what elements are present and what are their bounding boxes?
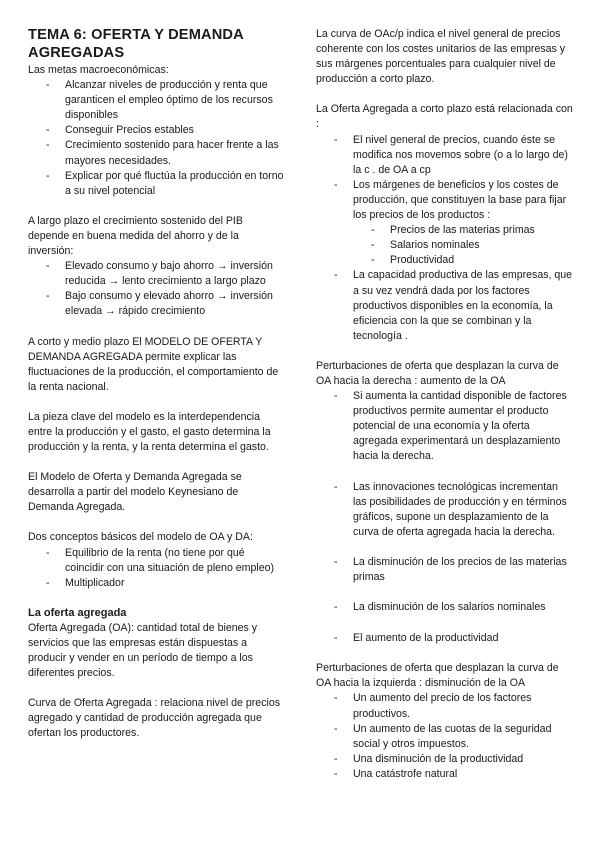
costes-list <box>353 223 574 268</box>
paragraph-oa-corto-plazo: La Oferta Agregada a corto plazo está relacionada con : <box>316 103 573 131</box>
paragraph-largo-plazo: A largo plazo el crecimiento sostenido del PIB depende en buena medida del ahorro y de la inversión: <box>28 214 243 258</box>
paragraph-corto-plazo: A corto y medio plazo El MODELO DE OFERTA Y DEMANDA AGREGADA permite explicar las fluctuaciones de la producción, el comportamiento de la renta nacional. <box>28 335 279 393</box>
list-item: - Alcanzar niveles de producción y renta que garanticen el empleo óptimo de los recursos disponibles <box>28 78 284 123</box>
list-item: - Salarios nominales <box>353 238 574 253</box>
list-item: - Las innovaciones tecnológicas incrementan las posibilidades de producción y en términos gráficos, supone un desplazamiento de la curva de oferta agregada hacia la derecha. <box>316 480 574 540</box>
list-item: - Explicar por qué fluctúa la producción en torno a su nivel potencial <box>28 169 284 199</box>
list-item: - La disminución de los salarios nominales <box>316 600 574 615</box>
right-column <box>316 27 574 782</box>
list-item: - Precios de las materias primas <box>353 223 574 238</box>
relacion-list <box>316 133 574 344</box>
paragraph-pieza-clave: La pieza clave del modelo es la interdependencia entre la producción y el gasto, el gasto determina la producción y la renta, y la renta determina el gasto. <box>28 410 271 454</box>
list-item-text: Los márgenes de beneficios y los costes de producción, que constituyen la base para fijar los precios de los productos : <box>353 178 567 222</box>
conceptos-list <box>28 546 284 591</box>
paragraph-oa-definicion: Oferta Agregada (OA): cantidad total de bienes y servicios que las empresas están dispuestas a producir y vender en un período de tiempo a los diferentes precios. <box>28 621 258 680</box>
list-item: - Una catástrofe natural <box>316 767 574 782</box>
list-item: - Productividad <box>353 253 574 268</box>
list-item: - Equilibrio de la renta (no tiene por qué coincidir con una situación de pleno empleo) <box>28 546 284 576</box>
list-item: - Si aumenta la cantidad disponible de factores productivos permite aumentar el producto potencial de una economía y la oferta agregada experimentará un desplazamiento hacia la derecha. <box>316 389 574 464</box>
list-item: - Una disminución de la productividad <box>316 752 574 767</box>
section-heading-oferta-agregada: La oferta agregada <box>28 606 127 619</box>
paragraph-conceptos: Dos conceptos básicos del modelo de OA y DA: <box>28 531 253 544</box>
list-item <box>316 178 574 269</box>
list-item: - Conseguir Precios estables <box>28 123 284 138</box>
list-item: - Bajo consumo y elevado ahorro → inversión elevada → rápido crecimiento <box>28 289 284 319</box>
izquierda-list <box>316 691 574 782</box>
list-item: - Un aumento de las cuotas de la seguridad social y otros impuestos. <box>316 722 574 752</box>
paragraph-curva-oacp: La curva de OAc/p indica el nivel general de precios coherente con los costes unitarios de las empresas y sus márgenes porcentuales para cualquier nivel de producción a corto plazo. <box>316 28 566 86</box>
consumo-list <box>28 259 284 319</box>
list-item: - Elevado consumo y bajo ahorro → inversión reducida → lento crecimiento a largo plazo <box>28 259 284 289</box>
list-item: - La capacidad productiva de las empresas, que a su vez vendrá dada por los factores productivos disponibles en la economía, la eficiencia con la que se combinan y la tecnología . <box>316 268 574 343</box>
list-item: - Multiplicador <box>28 576 284 591</box>
list-item: - El nivel general de precios, cuando éste se modifica nos movemos sobre (o a lo largo de) la c . de OA a cp <box>316 133 574 178</box>
paragraph-curva-oa: Curva de Oferta Agregada : relaciona nivel de precios agregado y cantidad de producción agregada que ofertan los productores. <box>28 697 281 740</box>
list-item: - El aumento de la productividad <box>316 631 574 646</box>
paragraph-perturbaciones-derecha: Perturbaciones de oferta que desplazan la curva de OA hacia la derecha : aumento de la OA <box>316 359 559 387</box>
paragraph-keynesiano: El Modelo de Oferta y Demanda Agregada se desarrolla a partir del modelo Keynesiano de Demanda Agregada. <box>28 471 242 514</box>
list-item: - Un aumento del precio de los factores productivos. <box>316 691 574 721</box>
paragraph-perturbaciones-izquierda: Perturbaciones de oferta que desplazan la curva de OA hacia la izquierda : disminución de la OA <box>316 662 559 690</box>
list-item: - Crecimiento sostenido para hacer frente a las mayores necesidades. <box>28 138 284 168</box>
metas-list <box>28 78 284 199</box>
page-title: TEMA 6: OFERTA Y DEMANDA AGREGADAS <box>28 27 244 61</box>
derecha-list <box>316 389 574 646</box>
metas-intro: Las metas macroeconómicas: <box>28 64 169 76</box>
left-column <box>28 27 284 741</box>
list-item: - La disminución de los precios de las materias primas <box>316 555 574 585</box>
